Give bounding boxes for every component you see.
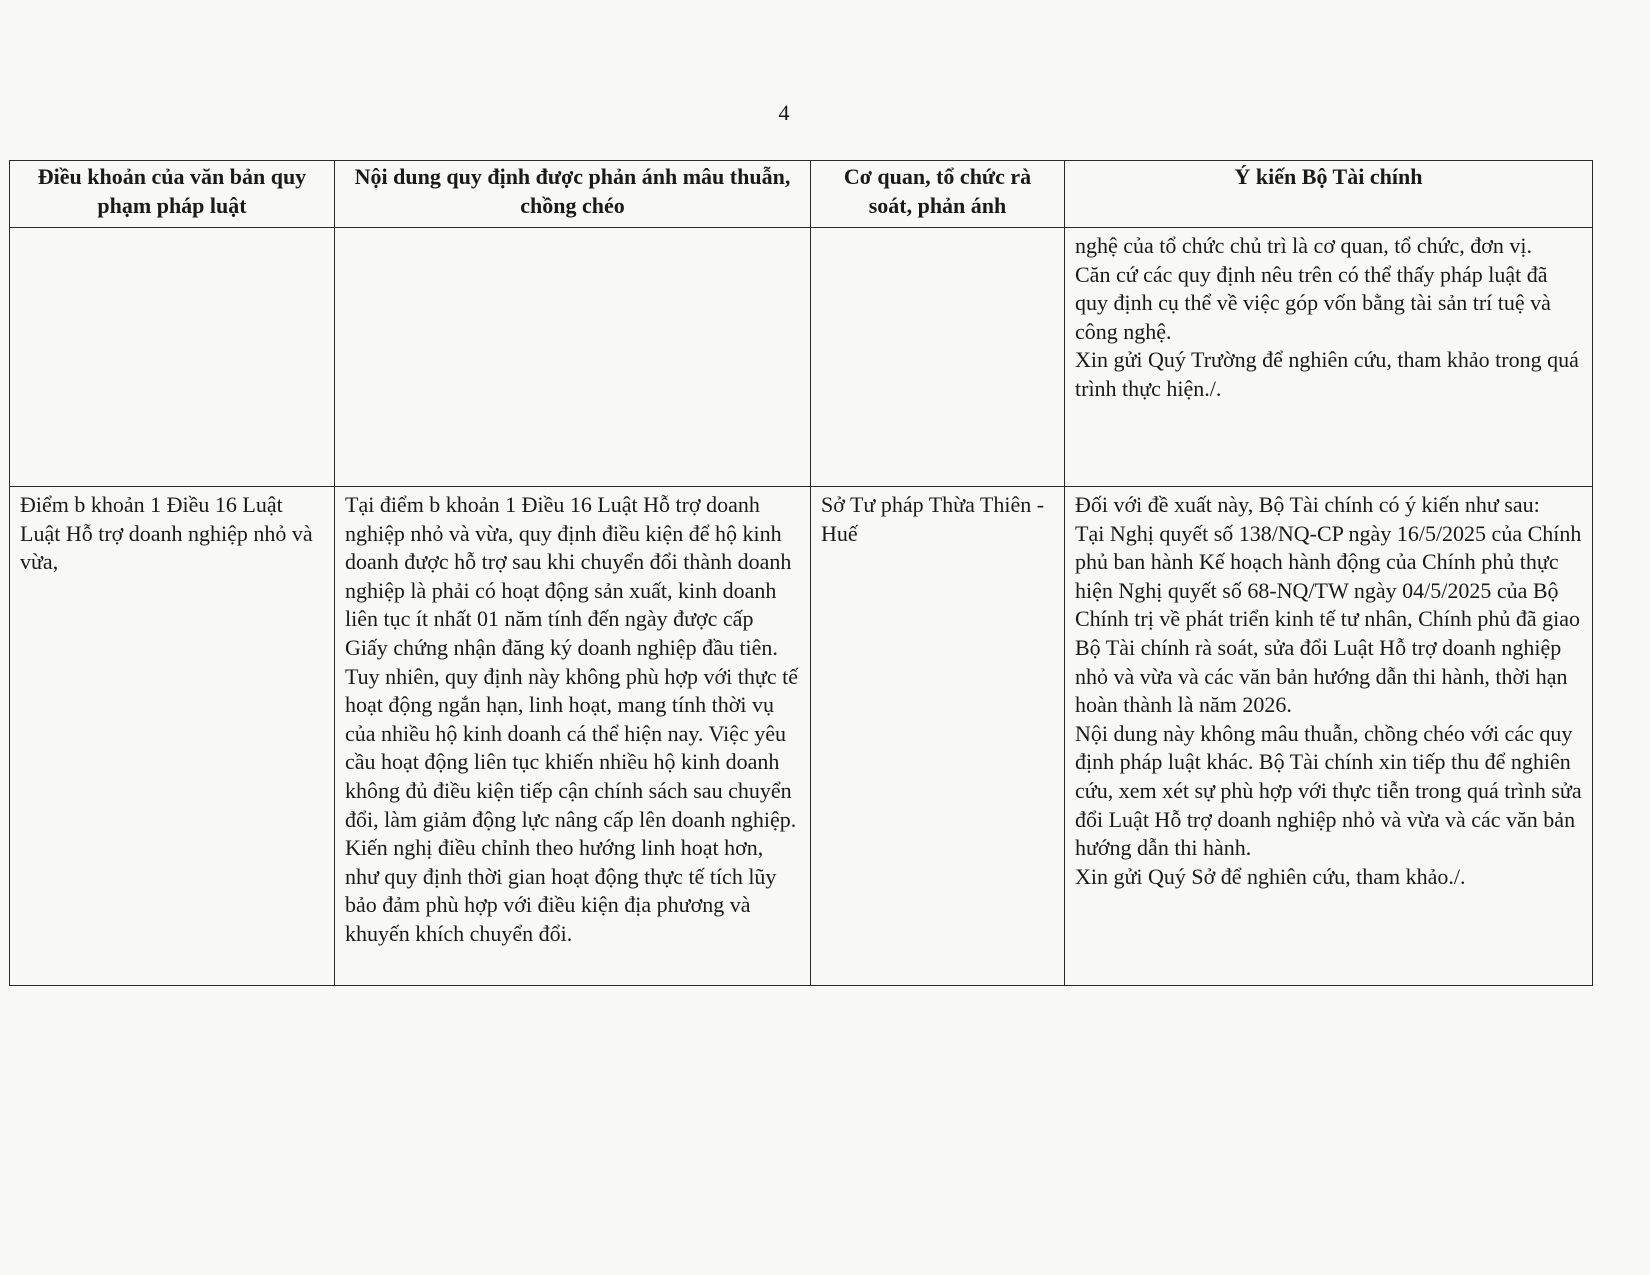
opinion-paragraph: Tại Nghị quyết số 138/NQ-CP ngày 16/5/2025 của Chính phủ ban hành Kế hoạch hành động của Chính phủ thực hiện Nghị quyết số 68-NQ/TW ngày 04/5/2025 của Bộ Chính trị về phát triển kinh tế tư nhân, Chính phủ đã giao Bộ Tài chính rà soát, sửa đổi Luật Hỗ trợ doanh nghiệp nhỏ và vừa và các văn bản hướng dẫn thi hành, thời hạn hoàn thành là năm 2026. bbox=[1075, 520, 1582, 718]
table-header-row bbox=[10, 161, 1593, 228]
table-row bbox=[10, 487, 1593, 986]
clause-cell: Điểm b khoản 1 Điều 16 Luật Luật Hỗ trợ doanh nghiệp nhỏ và vừa, bbox=[10, 487, 335, 986]
agency-cell: Sở Tư pháp Thừa Thiên - Huế bbox=[811, 487, 1065, 986]
opinion-paragraph: Xin gửi Quý Trường để nghiên cứu, tham khảo trong quá trình thực hiện./. bbox=[1075, 347, 1579, 401]
agency-cell bbox=[811, 228, 1065, 487]
opinion-paragraph: Căn cứ các quy định nêu trên có thể thấy pháp luật đã quy định cụ thể về việc góp vốn bằng tài sản trí tuệ và công nghệ. bbox=[1075, 261, 1551, 344]
content-cell: Tại điểm b khoản 1 Điều 16 Luật Hỗ trợ doanh nghiệp nhỏ và vừa, quy định điều kiện để hộ kinh doanh được hỗ trợ sau khi chuyển đổi thành doanh nghiệp là phải có hoạt động sản xuất, kinh doanh liên tục ít nhất 01 năm tính đến ngày được cấp Giấy chứng nhận đăng ký doanh nghiệp đầu tiên. Tuy nhiên, quy định này không phù hợp với thực tế hoạt động ngắn hạn, linh hoạt, mang tính thời vụ của nhiều hộ kinh doanh cá thể hiện nay. Việc yêu cầu hoạt động liên tục khiến nhiều hộ kinh doanh không đủ điều kiện tiếp cận chính sách sau chuyển đổi, làm giảm động lực nâng cấp lên doanh nghiệp. Kiến nghị điều chỉnh theo hướng linh hoạt hơn, như quy định thời gian hoạt động thực tế tích lũy bảo đảm phù hợp với điều kiện địa phương và khuyến khích chuyển đổi. bbox=[335, 487, 811, 986]
content-cell bbox=[335, 228, 811, 487]
header-content: Nội dung quy định được phản ánh mâu thuẫn, chồng chéo bbox=[335, 161, 811, 228]
opinion-cell bbox=[1065, 487, 1593, 986]
opinion-paragraph: Đối với đề xuất này, Bộ Tài chính có ý kiến như sau: bbox=[1075, 492, 1540, 517]
opinion-paragraph: Nội dung này không mâu thuẫn, chồng chéo với các quy định pháp luật khác. Bộ Tài chính xin tiếp thu để nghiên cứu, xem xét sự phù hợp với thực tiễn trong quá trình sửa đổi Luật Hỗ trợ doanh nghiệp nhỏ và vừa và các văn bản hướng dẫn thi hành. bbox=[1075, 720, 1582, 861]
review-table bbox=[9, 160, 1593, 986]
opinion-paragraph: Xin gửi Quý Sở để nghiên cứu, tham khảo./. bbox=[1075, 863, 1466, 889]
opinion-paragraph: nghệ của tổ chức chủ trì là cơ quan, tổ chức, đơn vị. bbox=[1075, 233, 1533, 258]
table-row bbox=[10, 228, 1593, 487]
page-number: 4 bbox=[778, 100, 790, 125]
header-opinion: Ý kiến Bộ Tài chính bbox=[1065, 161, 1593, 228]
clause-cell bbox=[10, 228, 335, 487]
header-clause: Điều khoản của văn bản quy phạm pháp luật bbox=[10, 161, 335, 228]
opinion-cell bbox=[1065, 228, 1593, 487]
header-agency: Cơ quan, tổ chức rà soát, phản ánh bbox=[811, 161, 1065, 228]
